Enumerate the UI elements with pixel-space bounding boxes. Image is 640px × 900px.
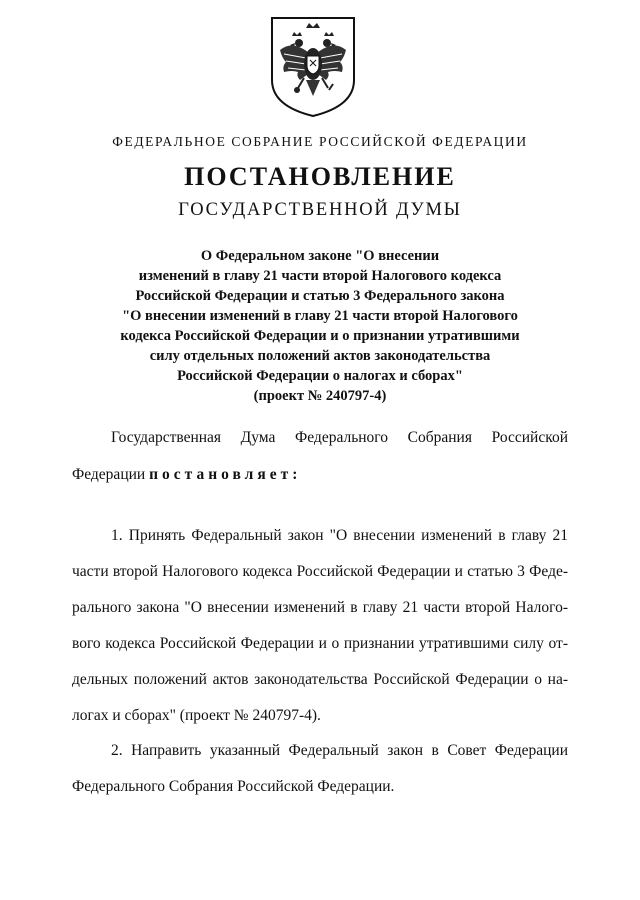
subject-line: (проект № 240797-4) xyxy=(253,388,387,404)
subject-line: О Федеральном законе "О внесении xyxy=(200,248,440,264)
coat-of-arms-emblem xyxy=(268,14,358,120)
item-1-line: 1. Принять Федеральный закон "О внесении изменений в главу 21 xyxy=(111,527,568,544)
resolution-subject xyxy=(0,246,640,406)
preamble-decree-word: постановляет: xyxy=(149,466,302,483)
federal-assembly-heading: ФЕДЕРАЛЬНОЕ СОБРАНИЕ РОССИЙСКОЙ ФЕДЕРАЦИИ xyxy=(112,134,528,149)
item-1-line: части второй Налогового кодекса Российской Федерации и статью 3 Феде- xyxy=(72,563,568,580)
item-2-line: 2. Направить указанный Федеральный закон в Совет Федерации xyxy=(111,742,568,759)
document-issuer-subtitle: ГОСУДАРСТВЕННОЙ ДУМЫ xyxy=(178,200,462,220)
subject-line: изменений в главу 21 части второй Налогового кодекса xyxy=(138,268,502,284)
document-type-title: ПОСТАНОВЛЕНИЕ xyxy=(184,162,456,191)
item-1-line: дельных положений актов законодательства Российской Федерации о на- xyxy=(72,671,568,688)
subject-line: кодекса Российской Федерации и о признании утратившими xyxy=(120,328,520,344)
preamble-line xyxy=(72,466,301,484)
preamble-text: Федерации xyxy=(72,466,146,483)
subject-line: Российской Федерации и статью 3 Федерального закона xyxy=(135,288,505,304)
preamble-line: Государственная Дума Федерального Собрания Российской xyxy=(111,429,568,446)
item-1-line: рального закона "О внесении изменений в главу 21 части второй Налого- xyxy=(72,599,568,616)
item-1-line: вого кодекса Российской Федерации и о признании утратившими силу от- xyxy=(72,635,568,652)
subject-line: Российской Федерации о налогах и сборах" xyxy=(177,368,463,384)
subject-line: силу отдельных положений актов законодательства xyxy=(149,348,491,364)
double-headed-eagle-icon xyxy=(268,14,358,120)
item-1-line: логах и сборах" (проект № 240797-4). xyxy=(72,707,321,724)
item-2-line: Федерального Собрания Российской Федерации. xyxy=(72,778,395,795)
subject-line: "О внесении изменений в главу 21 части второй Налогового xyxy=(122,308,518,324)
